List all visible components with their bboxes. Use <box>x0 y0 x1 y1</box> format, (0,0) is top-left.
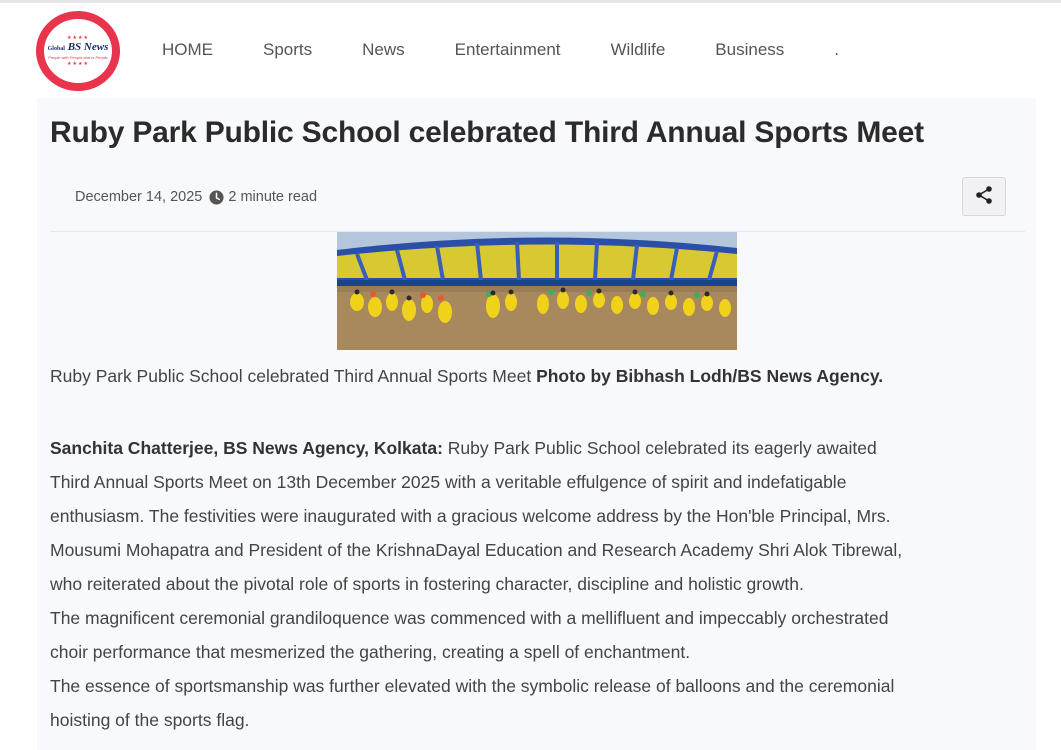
logo-badge <box>42 17 114 85</box>
paragraph-line: Mousumi Mohapatra and President of the KrishnaDayal Education and Research Academy Shri Alok Tibrewal, <box>50 540 903 560</box>
nav-item-entertainment[interactable]: Entertainment <box>454 40 561 59</box>
byline: Sanchita Chatterjee, BS News Agency, Kolkata: <box>50 438 443 458</box>
share-icon <box>974 185 994 208</box>
clock-icon <box>209 190 224 205</box>
nav-item-wildlife[interactable]: Wildlife <box>610 40 666 59</box>
logo-line2: BS News <box>67 41 109 53</box>
logo-stars: ★★★★ <box>67 35 89 41</box>
nav-item-sports[interactable]: Sports <box>263 40 313 59</box>
paragraph-line: The magnificent ceremonial grandiloquence was commenced with a mellifluent and impeccably orchestrated <box>50 608 889 628</box>
paragraph-line <box>50 431 1030 465</box>
paragraph-line: choir performance that mesmerized the gathering, creating a spell of enchantment. <box>50 642 691 662</box>
caption-text: Ruby Park Public School celebrated Third Annual Sports Meet <box>50 366 537 386</box>
logo-stars-bottom: ★★★★ <box>67 61 89 67</box>
article-title: Ruby Park Public School celebrated Third Annual Sports Meet <box>50 116 924 149</box>
paragraph-text: Ruby Park Public School celebrated its eagerly awaited <box>442 438 877 458</box>
nav-item-home[interactable]: HOME <box>162 40 213 59</box>
nav-item-business[interactable]: Business <box>715 40 785 59</box>
article-body <box>50 431 1030 737</box>
logo-tagline: People with People and in People <box>48 55 108 60</box>
photo-caption <box>50 366 883 387</box>
article-panel <box>37 98 1036 750</box>
read-time: 2 minute read <box>228 189 318 205</box>
paragraph-line: who reiterated about the pivotal role of sports in fostering character, discipline and holistic growth. <box>50 574 804 594</box>
share-button[interactable] <box>962 177 1006 216</box>
site-logo[interactable] <box>36 11 120 91</box>
nav-item-news[interactable]: News <box>362 40 405 59</box>
main-nav <box>162 40 889 60</box>
paragraph-line: Third Annual Sports Meet on 13th December 2025 with a veritable effulgence of spirit and indefatigable <box>50 472 847 492</box>
site-header <box>0 3 1061 98</box>
article-meta <box>75 189 317 205</box>
article-photo[interactable] <box>337 232 737 350</box>
logo-line1: Global <box>47 46 65 52</box>
paragraph-line: hoisting of the sports flag. <box>50 710 250 730</box>
article-date: December 14, 2025 <box>75 189 203 205</box>
paragraph-line: enthusiasm. The festivities were inaugurated with a gracious welcome address by the Hon'ble Principal, Mrs. <box>50 506 891 526</box>
caption-credit: Photo by Bibhash Lodh/BS News Agency. <box>536 366 884 386</box>
logo-wordmark <box>48 41 109 55</box>
nav-item-more[interactable]: . <box>834 40 840 59</box>
paragraph-line: The essence of sportsmanship was further elevated with the symbolic release of balloons and the ceremonial <box>50 676 895 696</box>
